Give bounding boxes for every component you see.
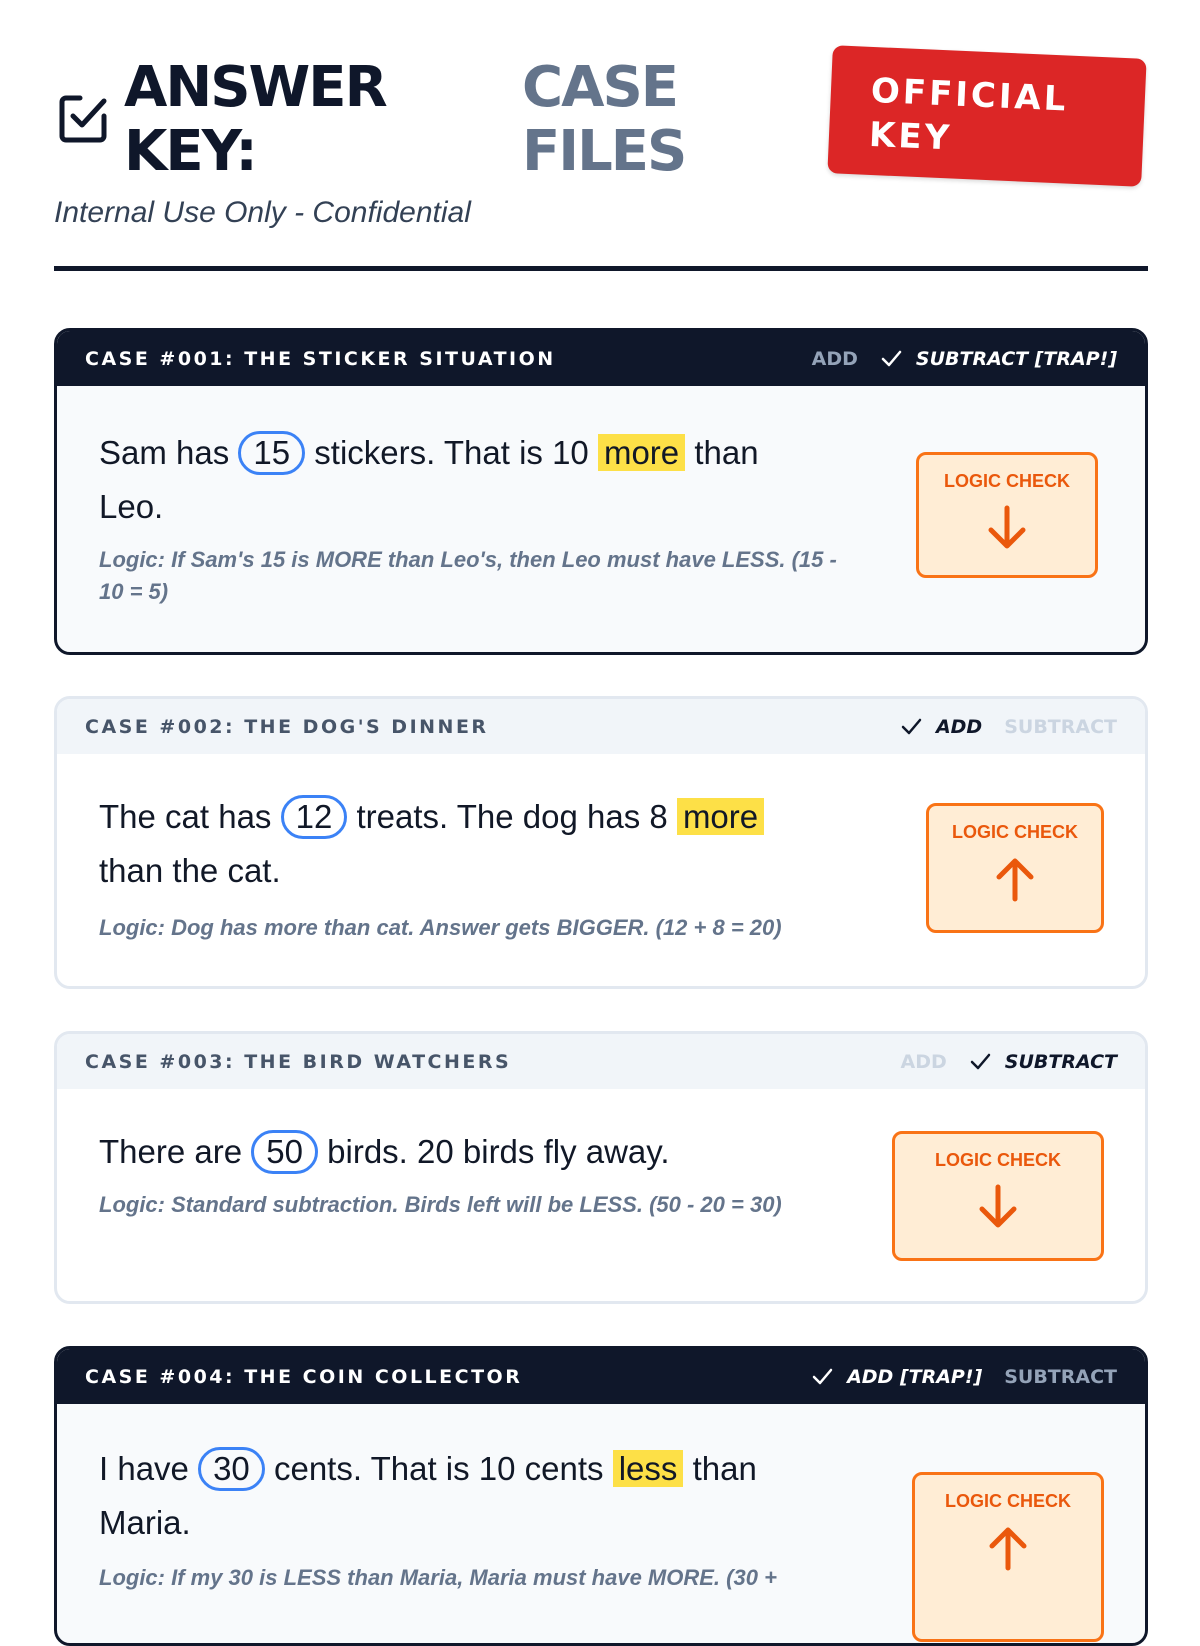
title2-line-2: FILES <box>522 119 686 184</box>
title-line-2: KEY: <box>124 119 256 184</box>
option-subtract-label: SUBTRACT <box>1004 1365 1117 1388</box>
arrow-up-icon <box>982 1522 1034 1574</box>
option-add[interactable] <box>901 1051 947 1073</box>
stamp-line-1: OFFICIAL <box>870 70 1070 120</box>
logic-explanation: Logic: If Sam's 15 is MORE than Leo's, then Leo must have LESS. (15 - 10 = 5) <box>99 547 837 604</box>
number-circle: 50 <box>251 1130 318 1174</box>
number-circle: 12 <box>281 795 348 839</box>
problem-mid: treats. The dog has 8 <box>356 798 668 835</box>
option-add-label: ADD <box>900 1050 947 1073</box>
option-subtract-selected[interactable] <box>880 348 1117 370</box>
case-card-004 <box>54 1346 1148 1646</box>
checkbox-checked-icon <box>58 94 108 144</box>
option-add-label: ADD [TRAP!] <box>847 1365 983 1388</box>
page-title <box>124 56 386 184</box>
option-add-label: ADD <box>935 715 983 738</box>
option-subtract-label: SUBTRACT <box>1004 715 1117 738</box>
stamp-line-2: KEY <box>868 114 954 159</box>
arrow-down-icon <box>972 1181 1024 1233</box>
checkmark-icon <box>969 1051 991 1073</box>
header-divider <box>54 266 1148 271</box>
option-add-label: ADD <box>811 347 858 370</box>
problem-post: than Maria. <box>99 1450 757 1541</box>
page-subtitle: Internal Use Only - Confidential <box>54 196 471 229</box>
logic-check-box <box>892 1131 1104 1261</box>
logic-explanation: Logic: If my 30 is LESS than Maria, Maria must have MORE. (30 + <box>99 1565 777 1590</box>
case-card-002 <box>54 696 1148 989</box>
case-title: CASE #001: THE STICKER SITUATION <box>85 347 556 370</box>
problem-pre: Sam has <box>99 434 230 471</box>
highlight-keyword: less <box>613 1450 684 1487</box>
logic-check-label: LOGIC CHECK <box>944 471 1070 491</box>
case-card-003 <box>54 1031 1148 1304</box>
option-subtract-label: SUBTRACT [TRAP!] <box>915 347 1117 370</box>
logic-check-box <box>926 803 1104 933</box>
problem-pre: The cat has <box>99 798 272 835</box>
option-subtract[interactable] <box>1004 716 1117 738</box>
case-card-header <box>57 331 1145 386</box>
arrow-down-icon <box>981 502 1033 554</box>
title-line-1: ANSWER <box>124 55 386 120</box>
case-title: CASE #002: THE DOG'S DINNER <box>85 715 489 738</box>
case-title: CASE #004: THE COIN COLLECTOR <box>85 1365 523 1388</box>
logic-check-box <box>916 452 1098 578</box>
highlight-keyword: more <box>677 798 764 835</box>
logic-check-label: LOGIC CHECK <box>935 1150 1061 1170</box>
case-card-header <box>57 1349 1145 1404</box>
problem-text <box>99 1442 829 1550</box>
case-card-001 <box>54 328 1148 655</box>
logic-explanation: Logic: Dog has more than cat. Answer gets BIGGER. (12 + 8 = 20) <box>99 915 782 940</box>
official-key-stamp <box>827 45 1146 187</box>
case-card-header <box>57 699 1145 754</box>
problem-text <box>99 1125 829 1179</box>
option-subtract[interactable] <box>1004 1366 1117 1388</box>
option-add[interactable] <box>812 348 858 370</box>
option-subtract-label: SUBTRACT <box>1004 1050 1117 1073</box>
option-add-selected[interactable] <box>900 716 982 738</box>
number-circle: 15 <box>238 431 305 475</box>
checkmark-icon <box>880 348 902 370</box>
number-circle: 30 <box>198 1447 265 1491</box>
checkmark-icon <box>811 1366 833 1388</box>
logic-check-label: LOGIC CHECK <box>945 1491 1071 1511</box>
case-card-header <box>57 1034 1145 1089</box>
problem-mid: birds. 20 birds fly away. <box>327 1133 670 1170</box>
arrow-up-icon <box>989 853 1041 905</box>
case-title: CASE #003: THE BIRD WATCHERS <box>85 1050 512 1073</box>
option-subtract-selected[interactable] <box>969 1051 1117 1073</box>
problem-text <box>99 790 829 898</box>
problem-pre: There are <box>99 1133 243 1170</box>
problem-mid: stickers. That is 10 <box>314 434 589 471</box>
problem-mid: cents. That is 10 cents <box>273 1450 604 1487</box>
logic-explanation: Logic: Standard subtraction. Birds left will be LESS. (50 - 20 = 30) <box>99 1192 782 1217</box>
title2-line-1: CASE <box>522 55 678 120</box>
problem-post: than the cat. <box>99 852 281 889</box>
checkmark-icon <box>900 716 922 738</box>
page-title-secondary <box>522 56 685 184</box>
highlight-keyword: more <box>598 434 685 471</box>
option-add-selected[interactable] <box>811 1366 982 1388</box>
problem-pre: I have <box>99 1450 189 1487</box>
logic-check-label: LOGIC CHECK <box>952 822 1078 842</box>
problem-text <box>99 426 829 534</box>
problem-post: than Leo. <box>99 434 759 525</box>
logic-check-box <box>912 1472 1104 1642</box>
